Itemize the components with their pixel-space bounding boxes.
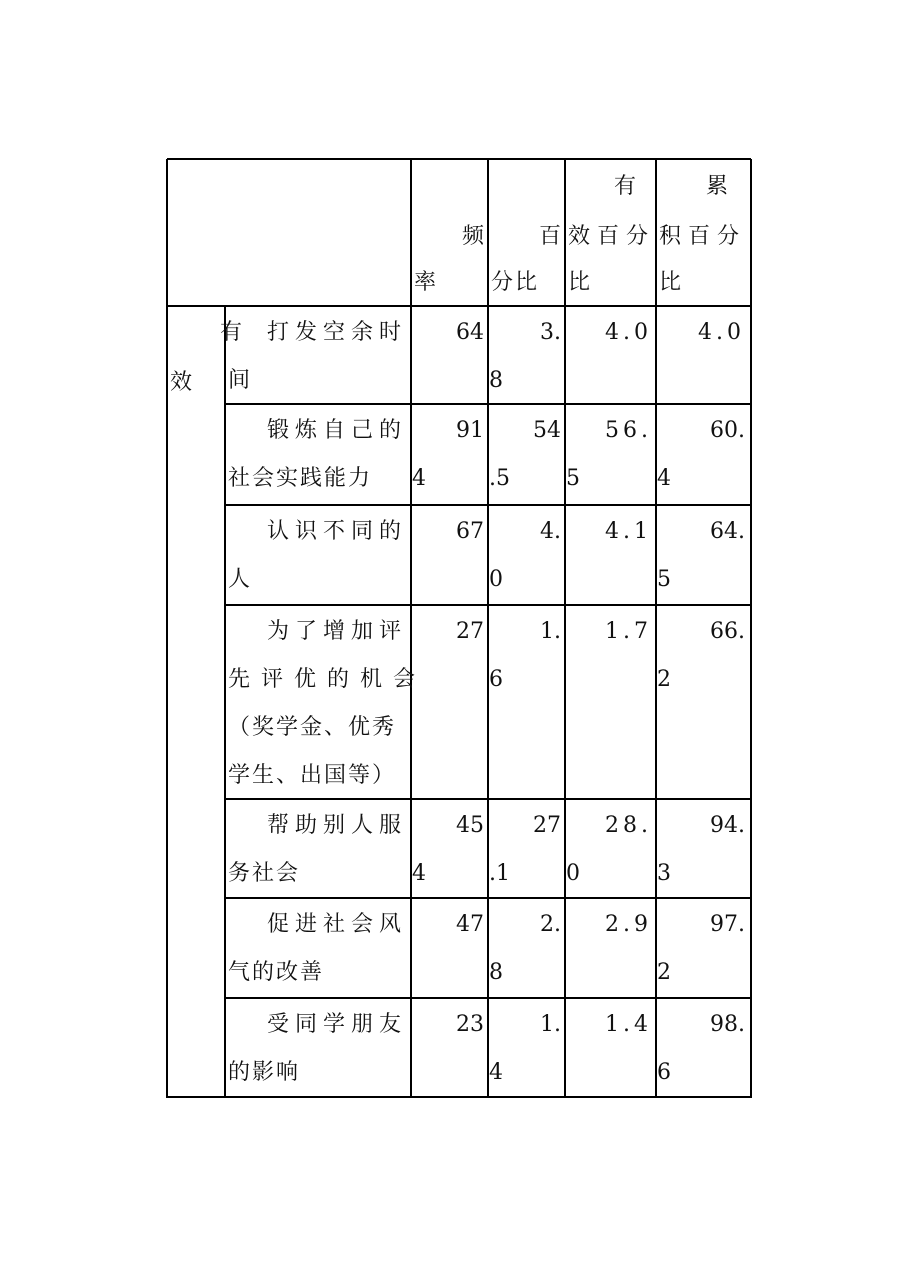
row-separator-1: [225, 504, 751, 506]
row-label-1-line0: 锻炼自己的: [266, 418, 407, 443]
row-cum-4-line2: 3: [657, 861, 671, 886]
body-col-rule-3: [564, 306, 566, 1098]
row-label-0-line1: 间: [228, 368, 253, 393]
header-valid-line2: 效 百 分: [568, 224, 648, 249]
row-label-3-line3: 学生、出国等）: [228, 763, 397, 788]
table-right-border: [750, 159, 752, 1098]
row-pct-0-line2: 8: [489, 368, 503, 393]
row-cum-1-line1: 60.: [710, 418, 745, 443]
row-label-5-line1: 气的改善: [228, 960, 325, 985]
row-freq-0-line1: 64: [456, 320, 484, 345]
row-cum-0-line1: 4.0: [698, 320, 745, 345]
row-separator-4: [225, 897, 751, 899]
body-col-rule-1: [410, 306, 412, 1098]
row-cum-2-line2: 5: [657, 567, 671, 592]
row-pct-5-line2: 8: [489, 960, 503, 985]
header-valid-line3: 比: [568, 270, 591, 295]
row-valid-4-line2: 0: [566, 861, 580, 886]
row-pct-2-line1: 4.: [540, 519, 561, 544]
group-label-line2: 效: [170, 370, 193, 395]
row-freq-5-line1: 47: [456, 912, 484, 937]
row-freq-6-line1: 23: [456, 1012, 484, 1037]
row-label-4-line0: 帮助别人服: [266, 813, 407, 838]
header-frequency-line2: 率: [414, 270, 437, 295]
row-label-2-line1: 人: [228, 567, 253, 592]
row-pct-2-line2: 0: [489, 567, 503, 592]
row-freq-2-line1: 67: [456, 519, 484, 544]
table-bottom-border: [167, 1096, 751, 1098]
row-label-6-line1: 的影响: [228, 1060, 301, 1085]
header-valid-line1: 有: [613, 174, 636, 199]
row-label-3-line1: 先 评 优 的 机 会: [228, 667, 417, 692]
header-frequency-line1: 频: [461, 224, 484, 249]
row-label-5-line0: 促进社会风: [266, 912, 407, 937]
row-label-4-line1: 务社会: [228, 861, 301, 886]
row-freq-1-line2: 4: [412, 466, 426, 491]
row-separator-3: [225, 798, 751, 800]
row-cum-3-line1: 66.: [710, 619, 745, 644]
row-freq-4-line1: 45: [456, 813, 484, 838]
row-pct-6-line1: 1.: [540, 1012, 561, 1037]
row-valid-6-line1: 1.4: [605, 1012, 652, 1037]
row-valid-2-line1: 4.1: [605, 519, 652, 544]
row-pct-5-line1: 2.: [540, 912, 561, 937]
row-valid-5-line1: 2.9: [605, 912, 652, 937]
row-cum-6-line2: 6: [657, 1060, 671, 1085]
header-cum-line1: 累: [705, 174, 728, 199]
row-valid-4-line1: 28.: [605, 813, 652, 838]
row-label-0-line0: 打发空余时: [266, 320, 407, 345]
row-valid-1-line2: 5: [566, 466, 580, 491]
row-label-3-line0: 为了增加评: [266, 619, 407, 644]
row-cum-6-line1: 98.: [710, 1012, 745, 1037]
table-top-border: [167, 158, 751, 160]
row-pct-4-line2: .1: [489, 861, 510, 886]
row-valid-1-line1: 56.: [605, 418, 652, 443]
row-cum-5-line1: 97.: [710, 912, 745, 937]
row-pct-1-line1: 54: [533, 418, 561, 443]
header-col-rule-1: [487, 159, 489, 306]
row-cum-5-line2: 2: [657, 960, 671, 985]
row-separator-0: [225, 403, 751, 405]
header-col-rule-3: [655, 159, 657, 306]
header-bottom-rule: [167, 305, 751, 307]
row-pct-1-line2: .5: [489, 466, 510, 491]
row-freq-3-line1: 27: [456, 619, 484, 644]
header-cum-line2: 积 百 分: [659, 224, 739, 249]
row-label-3-line2: （奖学金、优秀: [228, 715, 397, 740]
row-valid-0-line1: 4.0: [605, 320, 652, 345]
header-col-rule-2: [564, 159, 566, 306]
row-separator-2: [225, 604, 751, 606]
header-col-rule-0: [410, 159, 412, 306]
row-pct-3-line2: 6: [489, 667, 503, 692]
row-cum-3-line2: 2: [657, 667, 671, 692]
row-separator-5: [225, 997, 751, 999]
row-freq-4-line2: 4: [412, 861, 426, 886]
row-freq-1-line1: 91: [456, 418, 484, 443]
row-label-1-line1: 社会实践能力: [228, 466, 373, 491]
body-col-rule-0: [224, 306, 226, 1098]
group-label-line1: 有: [220, 320, 243, 345]
row-cum-4-line1: 94.: [710, 813, 745, 838]
header-percent-line1: 百: [538, 224, 561, 249]
row-cum-1-line2: 4: [657, 466, 671, 491]
row-valid-3-line1: 1.7: [605, 619, 652, 644]
table-left-border: [166, 159, 168, 1098]
row-label-6-line0: 受同学朋友: [266, 1012, 407, 1037]
header-percent-line2: 分比: [491, 270, 540, 295]
row-pct-0-line1: 3.: [540, 320, 561, 345]
row-pct-3-line1: 1.: [540, 619, 561, 644]
row-pct-4-line1: 27: [533, 813, 561, 838]
row-pct-6-line2: 4: [489, 1060, 503, 1085]
row-cum-2-line1: 64.: [710, 519, 745, 544]
row-label-2-line0: 认识不同的: [266, 519, 407, 544]
header-cum-line3: 比: [659, 270, 682, 295]
